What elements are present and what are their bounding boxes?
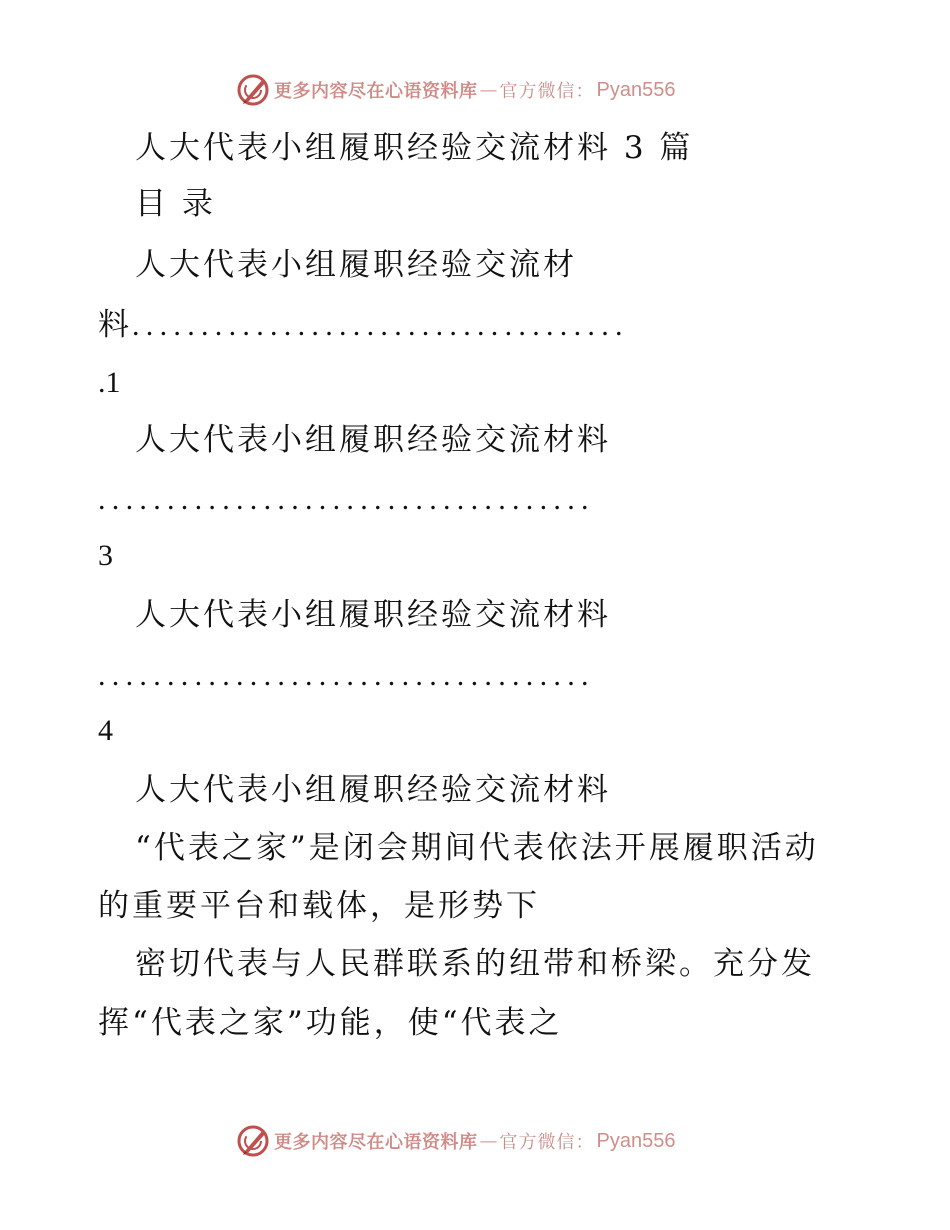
body-line-4: 挥“代表之家”功能，使“代表之	[98, 1005, 563, 1041]
toc-entry-1-title: 人大代表小组履职经验交流材	[135, 247, 577, 283]
watermark-brand: 更多内容尽在心语资料库	[274, 81, 478, 102]
toc-entry-1-leader	[98, 305, 629, 346]
footer-watermark	[236, 1123, 675, 1159]
toc-entry-2-title: 人大代表小组履职经验交流材料	[135, 422, 611, 458]
watermark-separator: —	[479, 1130, 498, 1152]
toc-entry-2-dots: ....................................	[98, 483, 595, 516]
watermark-wechat-label: 官方微信：	[499, 81, 595, 102]
toc-entry-1-title-end: 料	[98, 307, 132, 343]
toc-entry-1-page-line	[98, 362, 121, 403]
body-line-2: 的重要平台和载体，是形势下	[98, 888, 540, 924]
watermark-wechat-id: Pyan556	[596, 78, 676, 101]
watermark-wechat-id: Pyan556	[596, 1129, 676, 1152]
toc-heading: 目 录	[135, 186, 216, 222]
toc-entry-2-page: 3	[98, 539, 113, 572]
toc-entry-3-title: 人大代表小组履职经验交流材料	[135, 597, 611, 633]
pen-logo-icon	[236, 1124, 270, 1158]
watermark-wechat-label: 官方微信：	[499, 1132, 595, 1153]
watermark-brand: 更多内容尽在心语资料库	[274, 1132, 478, 1153]
toc-entry-3-dots: ....................................	[98, 659, 595, 692]
header-watermark	[236, 72, 675, 108]
pen-logo-icon	[236, 73, 270, 107]
document-title: 人大代表小组履职经验交流材料 3 篇	[135, 130, 694, 166]
toc-entry-1-page: 1	[105, 366, 121, 399]
toc-entry-1-dots: ....................................	[132, 309, 629, 342]
toc-entry-3-page: 4	[98, 714, 113, 747]
watermark-separator: —	[479, 79, 498, 101]
section-title: 人大代表小组履职经验交流材料	[135, 772, 611, 808]
body-line-3: 密切代表与人民群联系的纽带和桥梁。充分发	[135, 946, 815, 982]
body-line-1: “代表之家”是闭会期间代表依法开展履职活动	[135, 830, 819, 866]
toc-entry-1-leader-end: .	[98, 366, 106, 399]
